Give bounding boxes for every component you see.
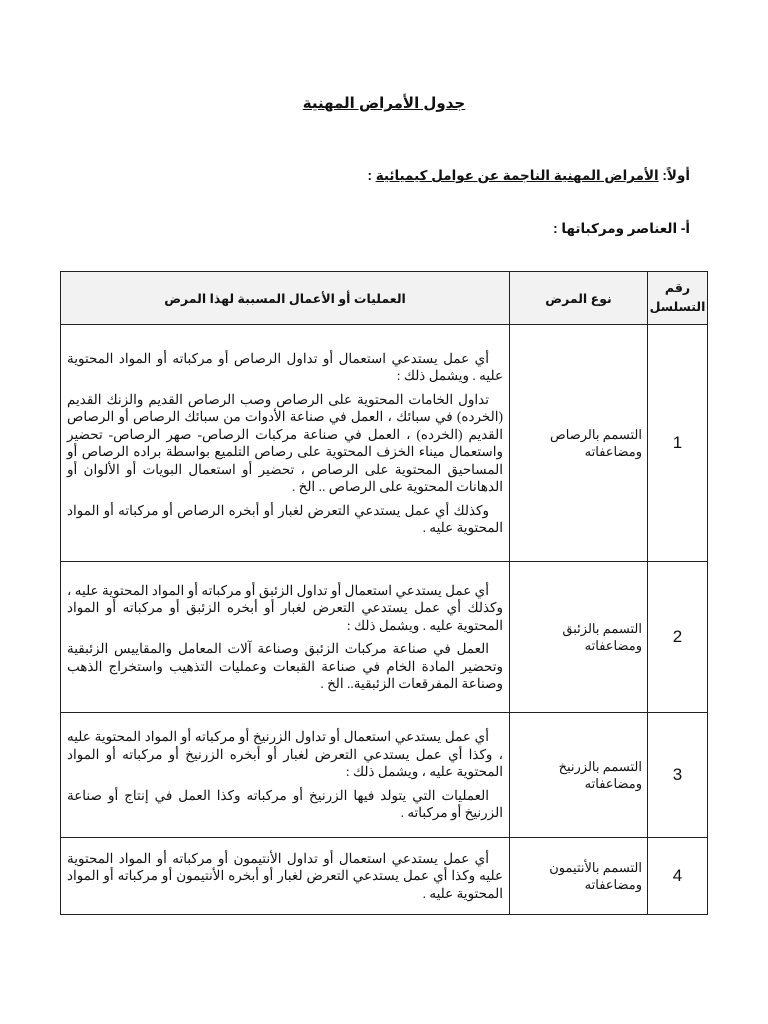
operations-paragraph: أي عمل يستدعي استعمال أو تداول الرصاص أو مركباته أو المواد المحتوية عليه . ويشمل ذلك : (67, 350, 503, 383)
section-heading-text: الأمراض المهنية الناجمة عن عوامل كيميائية (375, 168, 659, 183)
operations-paragraph: أي عمل يستدعي استعمال أو تداول الزئبق أو مركباته أو المواد المحتوية عليه ، وكذلك أي عمل يستدعي التعرض لغبار أو أبخره الزئبق أو مركباته أو المواد المحتوية عليه . ويشمل ذلك : (67, 582, 503, 633)
header-serial: رقم التسلسل (648, 272, 708, 325)
header-operations: العمليات أو الأعمال المسببة لهذا المرض (61, 272, 510, 325)
disease-name: التسمم بالرصاص ومضاعفاته (510, 325, 648, 562)
operations-cell (61, 325, 510, 562)
diseases-table (60, 271, 708, 915)
row-number: 4 (648, 838, 708, 915)
operations-cell (61, 562, 510, 713)
operations-paragraph: العمل في صناعة مركبات الزئبق وصناعة آلات المعامل والمقاييس الزئبقية وتحضير المادة الخام في صناعة القبعات وعمليات التذهيب واستخراج الذهب وصناعة المفرقعات الزئبقية.. الخ . (67, 641, 503, 691)
subsection-heading: أ- العناصر ومركباتها : (553, 221, 690, 236)
operations-cell (61, 838, 510, 915)
table-row (61, 713, 708, 838)
operations-paragraph: العمليات التي يتولد فيها الزرنيخ أو مركباته وكذا العمل في إنتاج أو صناعة الزرنيخ أو مركباته . (67, 787, 503, 821)
table-row (61, 325, 708, 562)
operations-paragraph: أي عمل يستدعي استعمال أو تداول الزرنيخ أو مركباته أو المواد المحتوية عليه ، وكذا أي عمل يستدعي التعرض لغبار أو أبخره الزرنيخ أو مركباته أو المواد المحتوية عليه ، ويشمل ذلك : (67, 729, 503, 780)
section-label: أولاً: (662, 168, 690, 183)
table-row (61, 838, 708, 915)
operations-paragraph: وكذلك أي عمل يستدعي التعرض لغبار أو أبخره الرصاص أو مركباته أو المواد المحتوية عليه . (67, 502, 503, 535)
row-number: 3 (648, 713, 708, 838)
row-number: 1 (648, 325, 708, 562)
row-number: 2 (648, 562, 708, 713)
header-disease: نوع المرض (510, 272, 648, 325)
table-header-row (61, 272, 708, 325)
section-suffix: : (367, 168, 376, 183)
disease-name: التسمم بالزئبق ومضاعفاته (510, 562, 648, 713)
page-title: جدول الأمراض المهنية (302, 95, 466, 112)
operations-paragraph: أي عمل يستدعي استعمال أو تداول الأنتيمون أو مركباته أو المواد المحتوية عليه وكذا أي عمل يستدعي التعرض لغبار أو أبخره الأنتيمون أو مركباته أو المواد المحتوية عليه . (67, 850, 503, 901)
operations-paragraph: تداول الخامات المحتوية على الرصاص وصب الرصاص القديم والزنك القديم (الخرده) في سبائك ، العمل في صناعة الأدوات من سبائك الرصاص أو الرصاص القديم (الخرده) ، العمل في صناعة مركبات الرصاص- صهر الرصاص- تحضير واستعمال ميناء الخزف المحتوية على رصاص التلميع بواسطة براده الرصاص أو المساحيق المحتوية على الرصاص ، تحضير أو استعمال البويات أو الألوان أو الدهانات المحتوية على الرصاص .. الخ . (67, 391, 503, 494)
disease-name: التسمم بالزرنيخ ومضاعفاته (510, 713, 648, 838)
disease-name: التسمم بالأنتيمون ومضاعفاته (510, 838, 648, 915)
table-row (61, 562, 708, 713)
operations-cell (61, 713, 510, 838)
section-heading (367, 168, 690, 184)
